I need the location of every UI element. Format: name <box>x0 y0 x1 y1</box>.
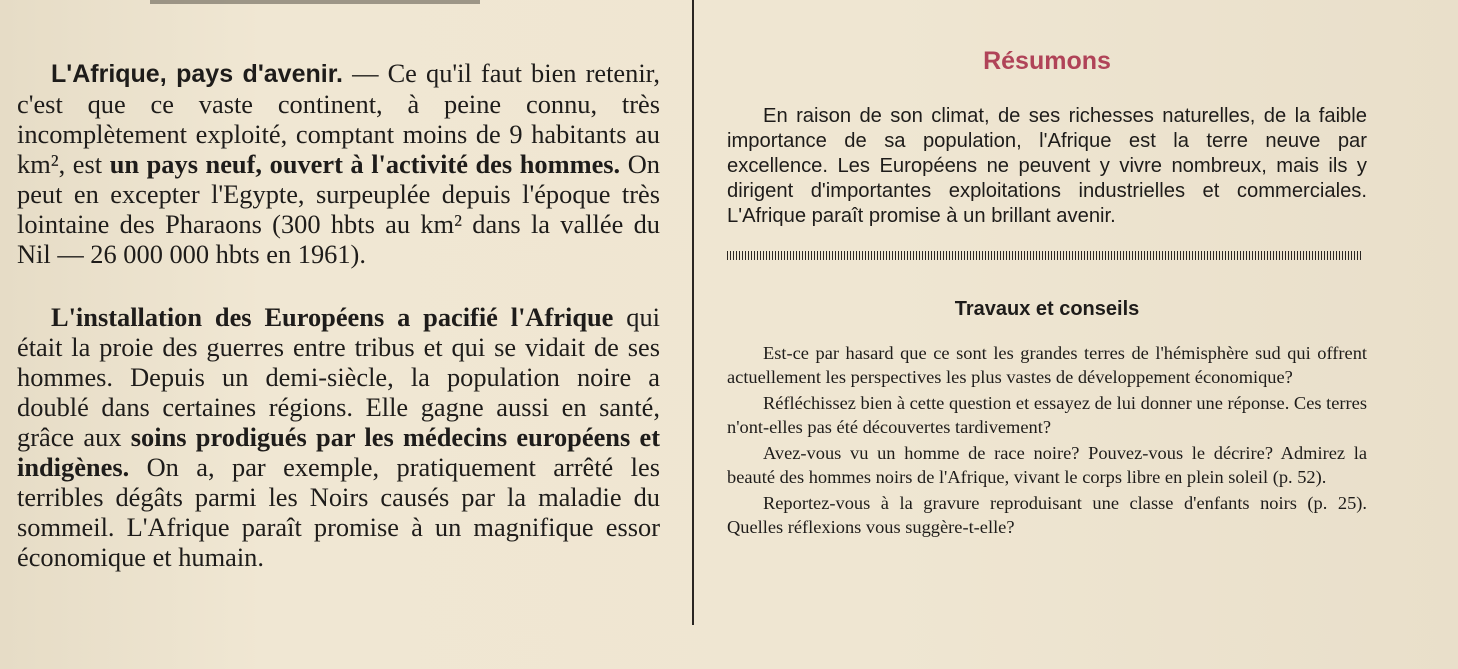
paragraph-text: qui était la proie des guerres entre tribus et qui se vidait de ses hommes. Depuis un demi-siècle, la population noire a doublé dans certaines régions. Elle gagne aussi en santé, grâce aux <box>17 302 660 452</box>
advice-paragraph: Avez-vous vu un homme de race noire? Pouvez-vous le décrire? Admirez la beauté des hommes noirs de l'Afrique, vivant le corps libre en plein soleil (p. 52). <box>727 443 1367 487</box>
summary-text: En raison de son climat, de ses richesses naturelles, de la faible importance de sa population, l'Afrique est la terre neuve par excellence. Les Européens ne peuvent y vivre nombreux, mais ils y dirigent d'importantes exploitations industrielles et commerciales. L'Afrique paraît promise à un brillant avenir. <box>727 105 1367 227</box>
advice-title: Travaux et conseils <box>954 298 1140 320</box>
left-column <box>17 58 660 572</box>
summary-title: Résumons <box>983 47 1111 75</box>
paragraph-europeans-pacified <box>17 302 660 572</box>
bold-phrase: un pays neuf, ouvert à l'activité des hommes. <box>109 149 621 179</box>
advice-list <box>727 342 1367 539</box>
right-column <box>727 44 1367 539</box>
cropped-header-remnant <box>150 0 480 4</box>
paragraph-text: On a, par exemple, pratiquement arrêté les terribles dégâts parmi les Noirs causés par la maladie du sommeil. L'Afrique paraît promise à un magnifique essor économique et humain. <box>17 452 660 572</box>
paragraph-africa-future <box>17 58 660 269</box>
paragraph-text: — Ce qu'il faut bien retenir, c'est que ce vaste continent, à peine connu, très incomplètement exploité, comptant moins de 9 habitants au km², est <box>17 58 660 179</box>
column-divider <box>692 0 694 625</box>
advice-paragraph: Est-ce par hasard que ce sont les grandes terres de l'hémisphère sud qui offrent actuellement les perspectives les plus vastes de développement économique? <box>727 343 1367 387</box>
paragraph-text: On peut en excepter l'Egypte, surpeuplée depuis l'époque très lointaine des Pharaons (300 hbts au km² dans la vallée du Nil — 26 000 000 hbts en 1961). <box>17 149 660 269</box>
hatched-rule <box>727 251 1363 260</box>
bold-phrase: L'installation des Européens a pacifié l'Afrique <box>51 302 614 332</box>
advice-paragraph: Reportez-vous à la gravure reproduisant une classe d'enfants noirs (p. 25). Quelles réflexions vous suggère-t-elle? <box>727 493 1367 537</box>
advice-paragraph: Réfléchissez bien à cette question et essayez de lui donner une réponse. Ces terres n'ont-elles pas été découvertes tardivement? <box>727 393 1367 437</box>
section-title-africa-future: L'Afrique, pays d'avenir. <box>51 60 343 88</box>
bold-phrase: soins prodigués par les médecins européens et indigènes. <box>17 422 660 482</box>
